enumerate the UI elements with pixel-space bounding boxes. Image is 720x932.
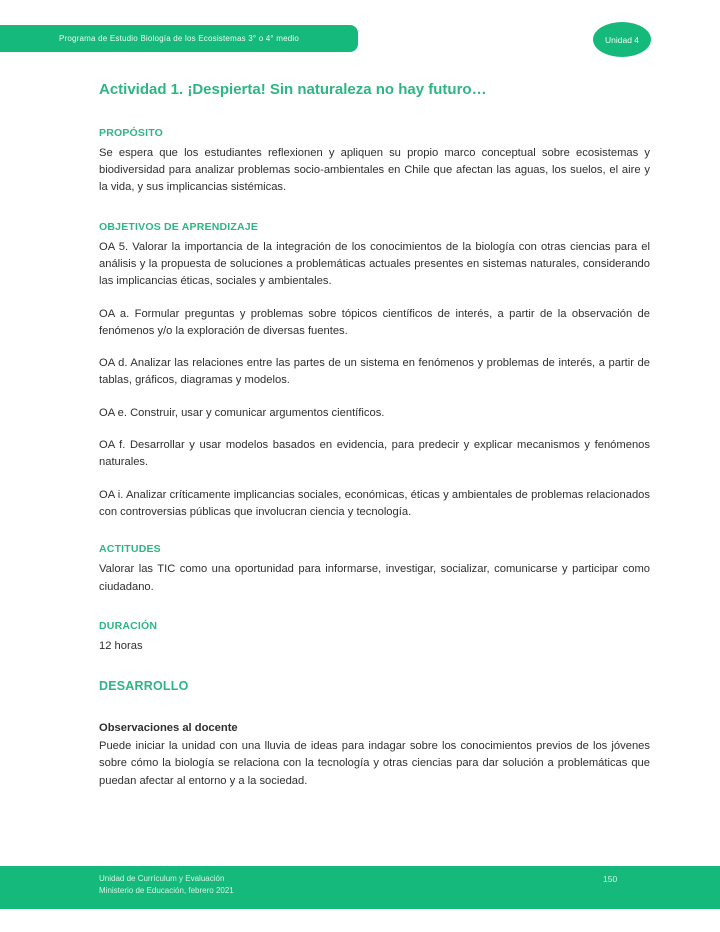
objetivo-oa-f: OA f. Desarrollar y usar modelos basados en evidencia, para predecir y explicar mecanismos y fenómenos naturales. [99,439,650,469]
unit-badge [593,22,651,57]
activity-title: Actividad 1. ¡Despierta! Sin naturaleza no hay futuro… [99,81,487,98]
page-content [99,81,650,790]
objetivo-oa-e: OA e. Construir, usar y comunicar argumentos científicos. [99,406,385,419]
desarrollo-heading: DESARROLLO [99,679,189,694]
footer-line-2: Ministerio de Educación, febrero 2021 [99,886,234,895]
footer-line-1: Unidad de Currículum y Evaluación [99,874,225,883]
actitudes-body: Valorar las TIC como una oportunidad para informarse, investigar, socializar, comunicarse y participar como ciudadano. [99,563,650,593]
proposito-heading: PROPÓSITO [99,126,164,139]
observaciones-heading: Observaciones al docente [99,722,238,735]
section-proposito [99,127,650,197]
program-ribbon-label: Programa de Estudio Biología de los Ecosistemas 3° o 4° medio [58,34,300,43]
objetivos-heading: OBJETIVOS DE APRENDIZAJE [99,220,259,233]
page-number: 150 [603,874,618,884]
duracion-heading: DURACIÓN [99,619,158,632]
section-objetivos [99,221,650,522]
proposito-body: Se espera que los estudiantes reflexionen y apliquen su propio marco conceptual sobre ecosistemas y biodiversidad para analizar problemas socio-ambientales en Chile que afectan las aguas, los suelos, el aire y la vida, y sus implicancias sistémicas. [99,146,650,194]
actitudes-heading: ACTITUDES [99,543,161,556]
section-actitudes [99,543,650,596]
objetivo-oa-a: OA a. Formular preguntas y problemas sobre tópicos científicos de interés, a partir de la observación de fenómenos y/o la exploración de diversas fuentes. [99,307,650,337]
objetivo-oa-i: OA i. Analizar críticamente implicancias sociales, económicas, éticas y ambientales de problemas relacionados con controversias públicas que involucran ciencia y tecnología. [99,488,650,518]
objetivo-oa5: OA 5. Valorar la importancia de la integración de los conocimientos de la biología con otras ciencias para el análisis y la propuesta de soluciones a problemáticas actuales presentes en sistemas naturales, considerando las implicancias éticas, sociales y ambientales. [99,240,650,288]
unit-badge-label: Unidad 4 [604,34,640,45]
footer-credits [99,873,234,897]
observaciones-body: Puede iniciar la unidad con una lluvia de ideas para indagar sobre los conocimientos previos de los jóvenes sobre cómo la biología se relaciona con la tecnología y otras ciencias para dar solución a problemáticas que puedan afectar al entorno y a la sociedad. [99,740,650,787]
program-ribbon [0,25,358,52]
section-duracion [99,620,650,655]
footer-bar [0,866,720,909]
objetivo-oa-d: OA d. Analizar las relaciones entre las partes de un sistema en fenómenos y problemas de interés, a partir de tablas, gráficos, diagramas y modelos. [99,357,650,387]
duracion-body: 12 horas [99,639,143,652]
